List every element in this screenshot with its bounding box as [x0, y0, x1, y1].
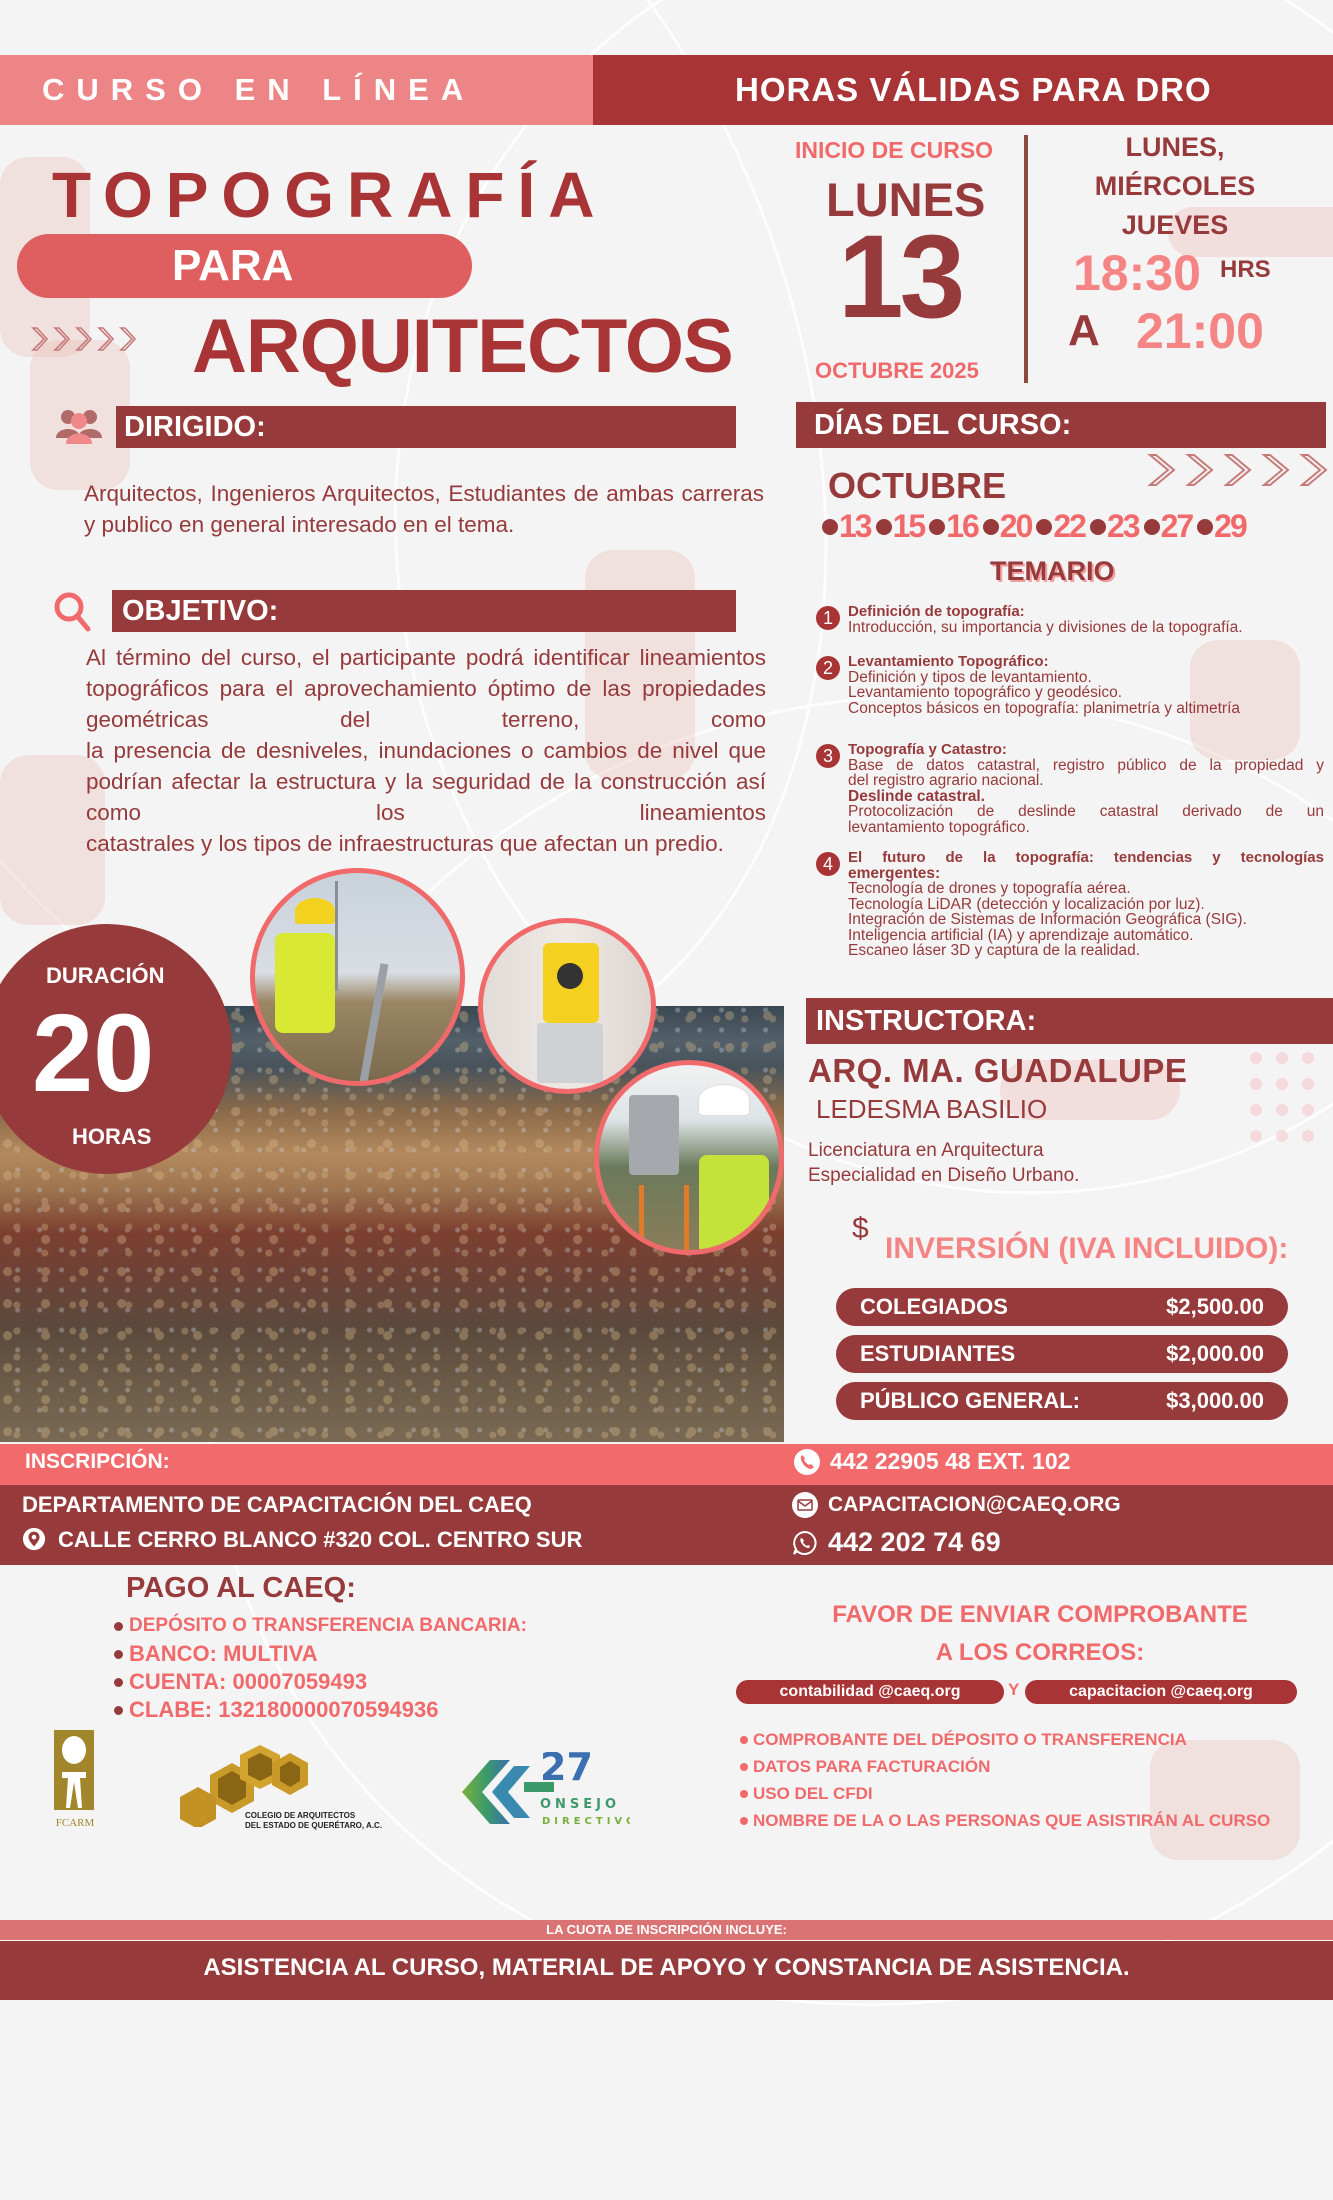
temario-heading: TEMARIO [990, 556, 1115, 586]
start-weekday: LUNES [826, 173, 986, 226]
caeq-name-line: DEL ESTADO DE QUERÉTARO, A.C. [245, 1821, 383, 1830]
mail-icon [792, 1492, 818, 1518]
divider [1024, 135, 1028, 383]
chevron-right-icon [52, 326, 70, 352]
consejo-text-line1: ONSEJO [540, 1797, 621, 1812]
objetivo-paragraph: la presencia de desniveles, inundaciones o cambios de nivel que podrían afectar la estructura y la seguridad de la construcción así como los lineamientos [86, 738, 766, 825]
course-day-number: 23 [1106, 508, 1139, 544]
topic-line: Definición y tipos de levantamiento. [848, 668, 1092, 686]
temario-topic [816, 654, 1324, 716]
topic-line: Base de datos catastral, registro público de la propiedad y [848, 756, 1324, 774]
chevron-decoration [1146, 452, 1328, 488]
chevron-right-icon [1260, 452, 1290, 488]
bullet-icon [1144, 519, 1160, 535]
price-label: PÚBLICO GENERAL: [860, 1388, 1080, 1413]
price-amount: $2,500.00 [1166, 1294, 1264, 1319]
people-icon [54, 406, 106, 444]
address [22, 1527, 582, 1553]
price-label: COLEGIADOS [860, 1294, 1008, 1319]
phone-icon [794, 1449, 820, 1475]
price-row-estudiantes [836, 1335, 1288, 1373]
title-line-3: ARQUITECTOS [192, 304, 733, 389]
course-days-list [822, 508, 1246, 545]
course-mode-banner [0, 55, 593, 125]
tripod [639, 1185, 689, 1255]
to-label: A [1068, 306, 1100, 355]
surveyor-man-photo [250, 868, 465, 1086]
bullet-icon [740, 1736, 748, 1744]
start-day-number: 13 [838, 211, 962, 343]
course-day [1036, 508, 1085, 545]
comprobante-heading-line: A LOS CORREOS: [935, 1639, 1145, 1666]
start-time: 18:30 [1073, 245, 1201, 301]
course-day [1090, 508, 1139, 545]
fcarm-logo-text: FCARM [55, 1817, 95, 1829]
title-line-2: PARA [172, 241, 294, 290]
dirigido-text: Arquitectos, Ingenieros Arquitectos, Estudiantes de ambas carreras y publico en general interesado en el tema. [84, 481, 764, 537]
topic-number-badge: 4 [816, 852, 840, 876]
price-amount: $2,000.00 [1166, 1341, 1264, 1366]
instructor-name: ARQ. MA. GUADALUPE [808, 1052, 1188, 1089]
instructor-last-name: LEDESMA BASILIO [816, 1094, 1048, 1124]
requirement-item [740, 1753, 1270, 1780]
surveyor-woman-photo [594, 1060, 784, 1255]
duration-value: 20 [32, 992, 155, 1115]
topic-title: Topografía y Catastro: [848, 741, 1007, 758]
bullet-icon [114, 1622, 123, 1631]
payment-details-list [114, 1612, 527, 1724]
hard-hat [699, 1085, 749, 1115]
requirement-text: COMPROBANTE DEL DÉPOSITO O TRANSFERENCIA [753, 1730, 1187, 1749]
bullet-icon [929, 519, 945, 535]
title-line-1: TOPOGRAFÍA [52, 159, 608, 231]
whatsapp-icon [792, 1530, 818, 1556]
department-name: DEPARTAMENTO DE CAPACITACIÓN DEL CAEQ [22, 1492, 532, 1517]
email-pill-capacitacion[interactable]: capacitacion @caeq.org [1025, 1680, 1297, 1704]
topic-line: Conceptos básicos en topografía: planimetría y altimetría [848, 699, 1241, 717]
chevron-decoration [30, 326, 136, 352]
topic-number-badge: 3 [816, 744, 840, 768]
bullet-icon [822, 519, 838, 535]
topic-line: Integración de Sistemas de Información Geográfica (SIG). [848, 911, 1247, 928]
inscripcion-bar [0, 1444, 1333, 1485]
course-day-number: 22 [1053, 508, 1085, 544]
hours-label: HRS [1220, 256, 1271, 283]
payment-item-text: CLABE: 132180000070594936 [129, 1697, 439, 1722]
topic-title: Levantamiento Topográfico: [848, 653, 1049, 670]
payment-item [114, 1612, 527, 1640]
duration-label: DURACIÓN [46, 963, 165, 988]
phone-number[interactable]: 442 22905 48 EXT. 102 [830, 1448, 1071, 1474]
instructor-specialty: Especialidad en Diseño Urbano. [808, 1165, 1080, 1186]
payment-item-text: BANCO: MULTIVA [129, 1641, 318, 1666]
instrument-lens [557, 963, 583, 989]
consejo-text-line2: DIRECTIVO [542, 1816, 630, 1827]
topic-number-badge: 1 [816, 606, 840, 630]
email-contact[interactable] [792, 1492, 1121, 1518]
payment-item [114, 1668, 527, 1696]
chevron-right-icon [96, 326, 114, 352]
location-pin-icon [22, 1527, 48, 1553]
whatsapp-number[interactable]: 442 202 74 69 [828, 1527, 1001, 1557]
chevron-right-icon [118, 326, 136, 352]
phone-contact[interactable] [794, 1448, 1070, 1475]
topic-line: Escaneo láser 3D y captura de la realidad. [848, 942, 1141, 959]
topic-line: Protocolización de deslinde catastral derivado de un [848, 803, 1324, 820]
chevron-right-icon [1184, 452, 1214, 488]
bullet-icon [740, 1817, 748, 1825]
course-day-number: 29 [1214, 508, 1246, 544]
topic-number-badge: 2 [816, 656, 840, 680]
course-day-number: 27 [1160, 508, 1193, 544]
safety-vest [275, 933, 335, 1033]
dollar-icon: $ [852, 1212, 869, 1245]
email-pill-contabilidad[interactable]: contabilidad @caeq.org [736, 1680, 1004, 1704]
total-station [629, 1095, 679, 1175]
power-tower [335, 881, 338, 991]
topic-title: El futuro de la topografía: tendencias y tecnologías [848, 849, 1324, 866]
requirement-text: DATOS PARA FACTURACIÓN [753, 1757, 991, 1776]
bullet-icon [740, 1763, 748, 1771]
bullet-icon [876, 519, 892, 535]
requirement-item [740, 1726, 1270, 1753]
bullet-icon [114, 1678, 123, 1687]
schedule-days [1060, 128, 1290, 245]
chevron-right-icon [1298, 452, 1328, 488]
payment-item-text: DEPÓSITO O TRANSFERENCIA BANCARIA: [129, 1615, 527, 1636]
dro-hours-banner [593, 55, 1333, 125]
address-text: CALLE CERRO BLANCO #320 COL. CENTRO SUR [58, 1527, 583, 1552]
fcarm-logo [52, 1730, 98, 1830]
whatsapp-contact[interactable] [792, 1527, 1001, 1558]
temario-topic [816, 604, 1324, 635]
start-label: INICIO DE CURSO [795, 137, 994, 163]
topic-line: Introducción, su importancia y divisiones de la topografía. [848, 618, 1243, 636]
course-month: OCTUBRE [828, 465, 1006, 506]
topic-line: Tecnología de drones y topografía aérea. [848, 880, 1131, 897]
chevron-right-icon [30, 326, 48, 352]
payment-item [114, 1640, 527, 1668]
total-station-photo [478, 918, 656, 1094]
instructor-credentials [808, 1138, 1079, 1188]
topic-line: Inteligencia artificial (IA) y aprendizaje automático. [848, 926, 1194, 944]
email-address[interactable]: CAPACITACION@CAEQ.ORG [828, 1493, 1121, 1516]
bullet-icon [1090, 519, 1106, 535]
chevron-right-icon [1146, 452, 1176, 488]
consejo-directivo-logo [460, 1752, 630, 1832]
schedule-day: MIÉRCOLES [1094, 171, 1256, 201]
temario-topic [816, 742, 1324, 835]
consejo-number: 27 [540, 1752, 593, 1789]
requirement-text: NOMBRE DE LA O LAS PERSONAS QUE ASISTIRÁN AL CURSO [753, 1811, 1271, 1830]
price-row-publico-general [836, 1382, 1288, 1420]
topic-subtitle: Deslinde catastral. [848, 787, 985, 805]
requirements-list [740, 1726, 1270, 1834]
bullet-icon [114, 1706, 123, 1715]
price-row-colegiados [836, 1288, 1288, 1326]
topic-line: levantamiento topográfico. [848, 818, 1030, 836]
course-mode-label: CURSO EN LÍNEA [42, 72, 476, 107]
requirement-text: USO DEL CFDI [753, 1784, 873, 1803]
conjunction: Y [1008, 1680, 1020, 1699]
course-day-number: 13 [839, 508, 871, 544]
bullet-icon [740, 1790, 748, 1798]
instructora-heading: INSTRUCTORA: [806, 998, 1333, 1044]
end-time: 21:00 [1136, 303, 1264, 359]
course-day-number: 15 [892, 508, 925, 544]
instrument-base [537, 1023, 603, 1083]
price-label: ESTUDIANTES [860, 1341, 1016, 1366]
topic-line: Levantamiento topográfico y geodésico. [848, 684, 1123, 701]
bullet-icon [1197, 519, 1213, 535]
topic-title-continued: emergentes: [848, 864, 941, 882]
course-day [1197, 508, 1246, 545]
topic-line: Tecnología LiDAR (detección y localización por luz). [848, 895, 1205, 913]
search-icon [52, 590, 92, 632]
bullet-icon [1036, 519, 1052, 535]
inversion-heading: INVERSIÓN (IVA INCLUIDO): [885, 1232, 1289, 1265]
bullet-icon [983, 519, 999, 535]
objetivo-heading: OBJETIVO: [112, 590, 736, 632]
bullet-icon [114, 1650, 123, 1659]
requirement-item [740, 1807, 1270, 1834]
course-day [822, 508, 871, 545]
topic-line: del registro agrario nacional. [848, 772, 1044, 789]
course-day [929, 508, 978, 545]
topic-title: Definición de topografía: [848, 603, 1025, 620]
hard-hat [295, 898, 335, 924]
caeq-name-line: COLEGIO DE ARQUITECTOS [245, 1811, 356, 1820]
caeq-logo-text [245, 1811, 382, 1831]
payment-item-text: CUENTA: 00007059493 [129, 1669, 368, 1694]
schedule-day: LUNES, [1125, 132, 1225, 162]
inscripcion-label: INSCRIPCIÓN: [25, 1450, 170, 1473]
requirement-item [740, 1780, 1270, 1807]
dias-heading: DÍAS DEL CURSO: [796, 402, 1326, 448]
duration-unit: HORAS [72, 1124, 152, 1149]
schedule-day: JUEVES [1121, 210, 1229, 240]
start-month-year: OCTUBRE 2025 [815, 358, 979, 383]
footer-includes: ASISTENCIA AL CURSO, MATERIAL DE APOYO Y CONSTANCIA DE ASISTENCIA. [0, 1941, 1333, 2000]
pago-heading: PAGO AL CAEQ: [126, 1572, 356, 1604]
course-day-number: 16 [946, 508, 978, 544]
dirigido-heading: DIRIGIDO: [116, 406, 736, 448]
course-day [983, 508, 1032, 545]
dro-hours-label: HORAS VÁLIDAS PARA DRO [735, 71, 1212, 108]
tripod [360, 963, 389, 1083]
payment-item [114, 1696, 527, 1724]
objetivo-paragraph: catastrales y los tipos de infraestructuras que afectan un predio. [86, 831, 724, 856]
footer-label: LA CUOTA DE INSCRIPCIÓN INCLUYE: [0, 1920, 1333, 1940]
chevron-right-icon [1222, 452, 1252, 488]
course-day [876, 508, 925, 545]
objetivo-paragraph: Al término del curso, el participante podrá identificar lineamientos topográficos para el aprovechamiento óptimo de las propiedades geométricas del terreno, como [86, 645, 766, 732]
course-day [1144, 508, 1193, 545]
objetivo-text [86, 642, 766, 859]
course-day-number: 20 [999, 508, 1032, 544]
chevron-right-icon [74, 326, 92, 352]
safety-vest [699, 1155, 769, 1255]
temario-topic [816, 850, 1324, 959]
comprobante-heading [760, 1596, 1320, 1672]
comprobante-heading-line: FAVOR DE ENVIAR COMPROBANTE [832, 1601, 1248, 1628]
price-amount: $3,000.00 [1166, 1388, 1264, 1413]
instructor-degree: Licenciatura en Arquitectura [808, 1140, 1044, 1161]
